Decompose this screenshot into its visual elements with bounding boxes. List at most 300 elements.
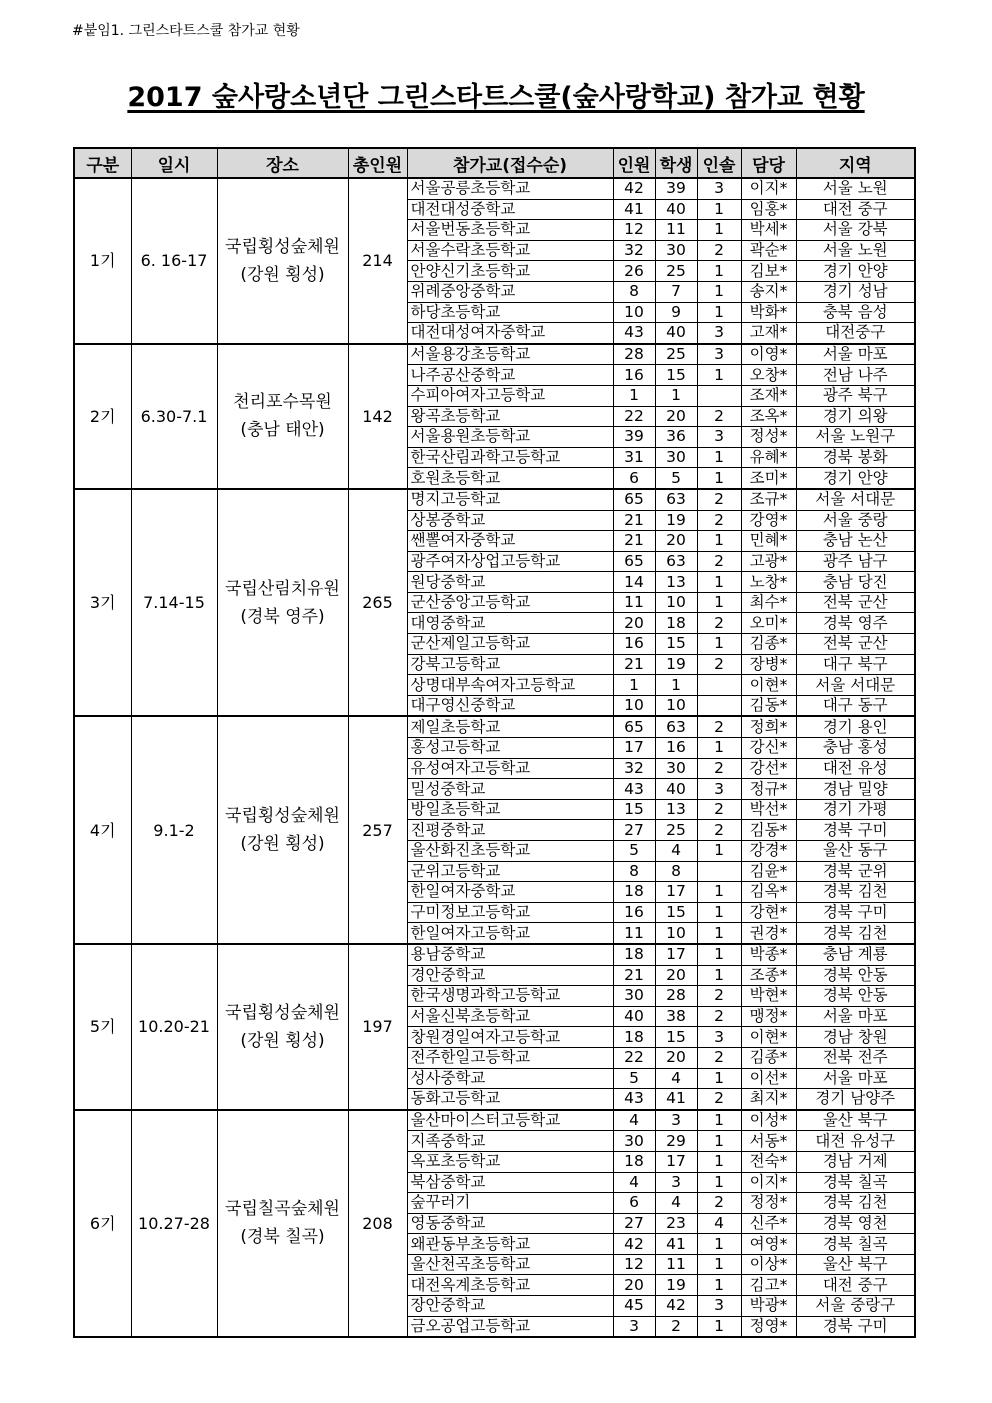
- teachers: 2: [697, 820, 741, 841]
- contact: 이현*: [741, 675, 796, 696]
- students: 5: [655, 468, 697, 489]
- teachers: 1: [697, 1068, 741, 1089]
- contact: 오창*: [741, 365, 796, 386]
- students: 36: [655, 427, 697, 448]
- students: 1: [655, 385, 697, 406]
- teachers: 3: [697, 323, 741, 344]
- students: 13: [655, 799, 697, 820]
- headcount: 21: [613, 965, 655, 986]
- place-region: (경북 영주): [240, 606, 325, 627]
- place-region: (충남 태안): [240, 420, 325, 441]
- region: 대구 동구: [796, 695, 915, 716]
- contact: 조규*: [741, 489, 796, 510]
- group-number: 4기: [74, 716, 131, 944]
- region: 서울 노원: [796, 240, 915, 261]
- students: 41: [655, 1089, 697, 1110]
- headcount: 39: [613, 427, 655, 448]
- teachers: 1: [697, 1172, 741, 1193]
- contact: 김고*: [741, 1275, 796, 1296]
- region: 충북 음성: [796, 302, 915, 323]
- headcount: 18: [613, 882, 655, 903]
- school-name: 옥포초등학교: [407, 1151, 613, 1172]
- table-row: [74, 1110, 915, 1131]
- headcount: 30: [613, 986, 655, 1007]
- region: 경북 김천: [796, 1193, 915, 1214]
- teachers: 1: [697, 902, 741, 923]
- header-cell: 학생: [655, 148, 697, 178]
- region: 전북 군산: [796, 592, 915, 613]
- region: 경북 구미: [796, 1316, 915, 1337]
- table-row: [74, 178, 915, 199]
- teachers: 2: [697, 613, 741, 634]
- students: 25: [655, 820, 697, 841]
- students: 20: [655, 406, 697, 427]
- region: 서울 서대문: [796, 489, 915, 510]
- headcount: 32: [613, 758, 655, 779]
- region: 대전 중구: [796, 199, 915, 220]
- school-name: 쌘뽈여자중학교: [407, 531, 613, 552]
- contact: 박선*: [741, 799, 796, 820]
- place-name: 국립횡성숲체원: [225, 1002, 340, 1023]
- teachers: 1: [697, 923, 741, 944]
- group-total: 214: [348, 178, 407, 344]
- contact: 고광*: [741, 551, 796, 572]
- students: 17: [655, 944, 697, 965]
- teachers: 1: [697, 261, 741, 282]
- headcount: 8: [613, 861, 655, 882]
- students: 40: [655, 323, 697, 344]
- students: 17: [655, 882, 697, 903]
- school-name: 지족중학교: [407, 1131, 613, 1152]
- school-name: 울산마이스터고등학교: [407, 1110, 613, 1131]
- contact: 장병*: [741, 654, 796, 675]
- contact: 신주*: [741, 1213, 796, 1234]
- contact: 정정*: [741, 1193, 796, 1214]
- teachers: 1: [697, 965, 741, 986]
- header-cell: 구분: [74, 148, 131, 178]
- headcount: 42: [613, 1234, 655, 1255]
- headcount: 12: [613, 220, 655, 241]
- students: 30: [655, 447, 697, 468]
- contact: 김윤*: [741, 861, 796, 882]
- headcount: 10: [613, 695, 655, 716]
- school-name: 수피아여자고등학교: [407, 385, 613, 406]
- teachers: 1: [697, 738, 741, 759]
- region: 경기 의왕: [796, 406, 915, 427]
- header-cell: 총인원: [348, 148, 407, 178]
- teachers: 2: [697, 406, 741, 427]
- school-name: 나주공산중학교: [407, 365, 613, 386]
- headcount: 3: [613, 1316, 655, 1337]
- contact: 이상*: [741, 1254, 796, 1275]
- school-name: 군산제일고등학교: [407, 634, 613, 655]
- headcount: 16: [613, 902, 655, 923]
- contact: 박세*: [741, 220, 796, 241]
- contact: 유혜*: [741, 447, 796, 468]
- students: 25: [655, 261, 697, 282]
- teachers: 1: [697, 944, 741, 965]
- students: 20: [655, 531, 697, 552]
- headcount: 21: [613, 531, 655, 552]
- teachers: 2: [697, 799, 741, 820]
- headcount: 43: [613, 323, 655, 344]
- contact: 이영*: [741, 344, 796, 365]
- school-name: 경안중학교: [407, 965, 613, 986]
- school-name: 한국생명과학고등학교: [407, 986, 613, 1007]
- contact: 송지*: [741, 281, 796, 302]
- headcount: 17: [613, 738, 655, 759]
- school-name: 안양신기초등학교: [407, 261, 613, 282]
- students: 42: [655, 1296, 697, 1317]
- school-name: 서울용강초등학교: [407, 344, 613, 365]
- teachers: 1: [697, 468, 741, 489]
- region: 서울 중랑구: [796, 1296, 915, 1317]
- school-name: 대전대성중학교: [407, 199, 613, 220]
- headcount: 65: [613, 551, 655, 572]
- region: 경북 안동: [796, 986, 915, 1007]
- region: 경북 영주: [796, 613, 915, 634]
- students: 29: [655, 1131, 697, 1152]
- contact: 최지*: [741, 1089, 796, 1110]
- page-title: 2017 숲사랑소년단 그린스타트스쿨(숲사랑학교) 참가교 현황: [127, 82, 865, 113]
- headcount: 22: [613, 406, 655, 427]
- teachers: 3: [697, 779, 741, 800]
- school-name: 명지고등학교: [407, 489, 613, 510]
- region: 전북 전주: [796, 1047, 915, 1068]
- headcount: 14: [613, 572, 655, 593]
- teachers: 2: [697, 1047, 741, 1068]
- contact: 정성*: [741, 427, 796, 448]
- students: 28: [655, 986, 697, 1007]
- school-name: 대영중학교: [407, 613, 613, 634]
- headcount: 22: [613, 1047, 655, 1068]
- school-name: 성사중학교: [407, 1068, 613, 1089]
- contact: 박현*: [741, 986, 796, 1007]
- headcount: 6: [613, 1193, 655, 1214]
- students: 8: [655, 861, 697, 882]
- headcount: 40: [613, 1006, 655, 1027]
- contact: 임홍*: [741, 199, 796, 220]
- headcount: 45: [613, 1296, 655, 1317]
- region: 경북 영천: [796, 1213, 915, 1234]
- school-name: 한일여자고등학교: [407, 923, 613, 944]
- region: 광주 북구: [796, 385, 915, 406]
- school-name: 대전옥계초등학교: [407, 1275, 613, 1296]
- students: 18: [655, 613, 697, 634]
- place-name: 국립횡성숲체원: [225, 236, 340, 257]
- region: 서울 마포: [796, 344, 915, 365]
- region: 대전중구: [796, 323, 915, 344]
- contact: 곽순*: [741, 240, 796, 261]
- school-name: 용남중학교: [407, 944, 613, 965]
- teachers: 1: [697, 882, 741, 903]
- contact: 이선*: [741, 1068, 796, 1089]
- group-number: 5기: [74, 944, 131, 1110]
- teachers: 2: [697, 551, 741, 572]
- teachers: 3: [697, 427, 741, 448]
- table-body: [74, 178, 915, 1337]
- headcount: 20: [613, 613, 655, 634]
- region: 울산 동구: [796, 841, 915, 862]
- header-cell: 인원: [613, 148, 655, 178]
- region: 서울 중랑: [796, 510, 915, 531]
- school-name: 하당초등학교: [407, 302, 613, 323]
- headcount: 21: [613, 654, 655, 675]
- contact: 강경*: [741, 841, 796, 862]
- teachers: [697, 695, 741, 716]
- school-name: 울산천곡초등학교: [407, 1254, 613, 1275]
- students: 23: [655, 1213, 697, 1234]
- region: 경북 군위: [796, 861, 915, 882]
- teachers: [697, 385, 741, 406]
- school-name: 서울용원초등학교: [407, 427, 613, 448]
- contact: 이현*: [741, 1027, 796, 1048]
- school-name: 호원초등학교: [407, 468, 613, 489]
- region: 경기 안양: [796, 468, 915, 489]
- header-row: [74, 148, 915, 178]
- school-name: 전주한일고등학교: [407, 1047, 613, 1068]
- teachers: 2: [697, 758, 741, 779]
- headcount: 1: [613, 675, 655, 696]
- teachers: 2: [697, 716, 741, 737]
- teachers: 1: [697, 1151, 741, 1172]
- group-date: 10.20-21: [131, 944, 217, 1110]
- place-region: (강원 횡성): [240, 1030, 325, 1051]
- teachers: 2: [697, 1006, 741, 1027]
- teachers: 2: [697, 1089, 741, 1110]
- group-total: 265: [348, 489, 407, 717]
- teachers: 1: [697, 1316, 741, 1337]
- students: 3: [655, 1110, 697, 1131]
- region: 서울 노원: [796, 178, 915, 199]
- school-name: 상봉중학교: [407, 510, 613, 531]
- students: 19: [655, 654, 697, 675]
- group-place: [217, 489, 348, 717]
- students: 63: [655, 489, 697, 510]
- students: 20: [655, 965, 697, 986]
- school-name: 영동중학교: [407, 1213, 613, 1234]
- region: 광주 남구: [796, 551, 915, 572]
- teachers: 3: [697, 1296, 741, 1317]
- contact: 권경*: [741, 923, 796, 944]
- contact: 맹정*: [741, 1006, 796, 1027]
- contact: 고재*: [741, 323, 796, 344]
- headcount: 43: [613, 1089, 655, 1110]
- teachers: 1: [697, 220, 741, 241]
- region: 경북 칠곡: [796, 1234, 915, 1255]
- teachers: 1: [697, 592, 741, 613]
- students: 30: [655, 758, 697, 779]
- teachers: 1: [697, 572, 741, 593]
- region: 경남 밀양: [796, 779, 915, 800]
- contact: 이성*: [741, 1110, 796, 1131]
- students: 4: [655, 841, 697, 862]
- school-name: 장안중학교: [407, 1296, 613, 1317]
- participants-table: [73, 147, 916, 1338]
- group-number: 3기: [74, 489, 131, 717]
- region: 경기 용인: [796, 716, 915, 737]
- region: 충남 홍성: [796, 738, 915, 759]
- place-name: 천리포수목원: [233, 392, 332, 413]
- teachers: 3: [697, 344, 741, 365]
- header-cell: 장소: [217, 148, 348, 178]
- group-place: [217, 178, 348, 344]
- students: 40: [655, 199, 697, 220]
- teachers: 1: [697, 365, 741, 386]
- contact: 김종*: [741, 1047, 796, 1068]
- contact: 박종*: [741, 944, 796, 965]
- school-name: 한일여자중학교: [407, 882, 613, 903]
- teachers: 3: [697, 178, 741, 199]
- region: 서울 마포: [796, 1006, 915, 1027]
- region: 경기 안양: [796, 261, 915, 282]
- students: 10: [655, 592, 697, 613]
- headcount: 41: [613, 199, 655, 220]
- contact: 김동*: [741, 695, 796, 716]
- contact: 김종*: [741, 634, 796, 655]
- region: 대전 유성: [796, 758, 915, 779]
- group-number: 6기: [74, 1110, 131, 1338]
- school-name: 서울신북초등학교: [407, 1006, 613, 1027]
- headcount: 18: [613, 944, 655, 965]
- header-cell: 인솔: [697, 148, 741, 178]
- contact: 박광*: [741, 1296, 796, 1317]
- contact: 조재*: [741, 385, 796, 406]
- students: 11: [655, 1254, 697, 1275]
- school-name: 창원경일여자고등학교: [407, 1027, 613, 1048]
- region: 서울 마포: [796, 1068, 915, 1089]
- group-total: 197: [348, 944, 407, 1110]
- teachers: 1: [697, 634, 741, 655]
- teachers: 1: [697, 1131, 741, 1152]
- headcount: 12: [613, 1254, 655, 1275]
- teachers: 1: [697, 1234, 741, 1255]
- contact: 김옥*: [741, 882, 796, 903]
- contact: 조옥*: [741, 406, 796, 427]
- school-name: 서울번동초등학교: [407, 220, 613, 241]
- contact: 민혜*: [741, 531, 796, 552]
- school-name: 숲꾸러기: [407, 1193, 613, 1214]
- headcount: 8: [613, 281, 655, 302]
- group-date: 9.1-2: [131, 716, 217, 944]
- school-name: 유성여자고등학교: [407, 758, 613, 779]
- region: 충남 계룡: [796, 944, 915, 965]
- headcount: 11: [613, 592, 655, 613]
- headcount: 18: [613, 1027, 655, 1048]
- teachers: [697, 861, 741, 882]
- headcount: 5: [613, 841, 655, 862]
- headcount: 27: [613, 820, 655, 841]
- school-name: 방일초등학교: [407, 799, 613, 820]
- region: 서울 노원구: [796, 427, 915, 448]
- region: 경북 김천: [796, 923, 915, 944]
- attachment-note: #붙임1. 그린스타트스쿨 참가교 현황: [72, 23, 300, 39]
- school-name: 상명대부속여자고등학교: [407, 675, 613, 696]
- school-name: 구미정보고등학교: [407, 902, 613, 923]
- region: 경기 남양주: [796, 1089, 915, 1110]
- students: 9: [655, 302, 697, 323]
- students: 15: [655, 902, 697, 923]
- students: 17: [655, 1151, 697, 1172]
- students: 3: [655, 1172, 697, 1193]
- region: 경북 칠곡: [796, 1172, 915, 1193]
- group-total: 208: [348, 1110, 407, 1338]
- teachers: 2: [697, 654, 741, 675]
- contact: 최수*: [741, 592, 796, 613]
- teachers: 2: [697, 240, 741, 261]
- school-name: 제일초등학교: [407, 716, 613, 737]
- contact: 노창*: [741, 572, 796, 593]
- students: 10: [655, 695, 697, 716]
- headcount: 43: [613, 779, 655, 800]
- contact: 서동*: [741, 1131, 796, 1152]
- school-name: 왜관동부초등학교: [407, 1234, 613, 1255]
- region: 경북 김천: [796, 882, 915, 903]
- contact: 강선*: [741, 758, 796, 779]
- students: 2: [655, 1316, 697, 1337]
- students: 41: [655, 1234, 697, 1255]
- region: 서울 서대문: [796, 675, 915, 696]
- headcount: 18: [613, 1151, 655, 1172]
- teachers: 2: [697, 986, 741, 1007]
- group-total: 142: [348, 344, 407, 489]
- students: 15: [655, 1027, 697, 1048]
- teachers: 2: [697, 510, 741, 531]
- headcount: 32: [613, 240, 655, 261]
- students: 7: [655, 281, 697, 302]
- contact: 조미*: [741, 468, 796, 489]
- group-place: [217, 944, 348, 1110]
- school-name: 진평중학교: [407, 820, 613, 841]
- contact: 정규*: [741, 779, 796, 800]
- region: 경북 구미: [796, 902, 915, 923]
- headcount: 4: [613, 1110, 655, 1131]
- teachers: 4: [697, 1213, 741, 1234]
- contact: 강신*: [741, 738, 796, 759]
- school-name: 왕곡초등학교: [407, 406, 613, 427]
- region: 대전 중구: [796, 1275, 915, 1296]
- contact: 여영*: [741, 1234, 796, 1255]
- contact: 김보*: [741, 261, 796, 282]
- contact: 정희*: [741, 716, 796, 737]
- students: 11: [655, 220, 697, 241]
- contact: 전숙*: [741, 1151, 796, 1172]
- school-name: 북삼중학교: [407, 1172, 613, 1193]
- headcount: 30: [613, 1131, 655, 1152]
- region: 대구 북구: [796, 654, 915, 675]
- students: 63: [655, 551, 697, 572]
- contact: 박화*: [741, 302, 796, 323]
- school-name: 대구영신중학교: [407, 695, 613, 716]
- region: 울산 북구: [796, 1254, 915, 1275]
- headcount: 15: [613, 799, 655, 820]
- headcount: 28: [613, 344, 655, 365]
- region: 전북 군산: [796, 634, 915, 655]
- contact: 강영*: [741, 510, 796, 531]
- school-name: 서울수락초등학교: [407, 240, 613, 261]
- school-name: 원당중학교: [407, 572, 613, 593]
- teachers: 3: [697, 1027, 741, 1048]
- header-cell: 담당: [741, 148, 796, 178]
- contact: 오미*: [741, 613, 796, 634]
- students: 30: [655, 240, 697, 261]
- region: 서울 강북: [796, 220, 915, 241]
- place-name: 국립산림치유원: [225, 578, 340, 599]
- school-name: 금오공업고등학교: [407, 1316, 613, 1337]
- school-name: 위례중앙중학교: [407, 281, 613, 302]
- group-date: 6.30-7.1: [131, 344, 217, 489]
- teachers: 1: [697, 302, 741, 323]
